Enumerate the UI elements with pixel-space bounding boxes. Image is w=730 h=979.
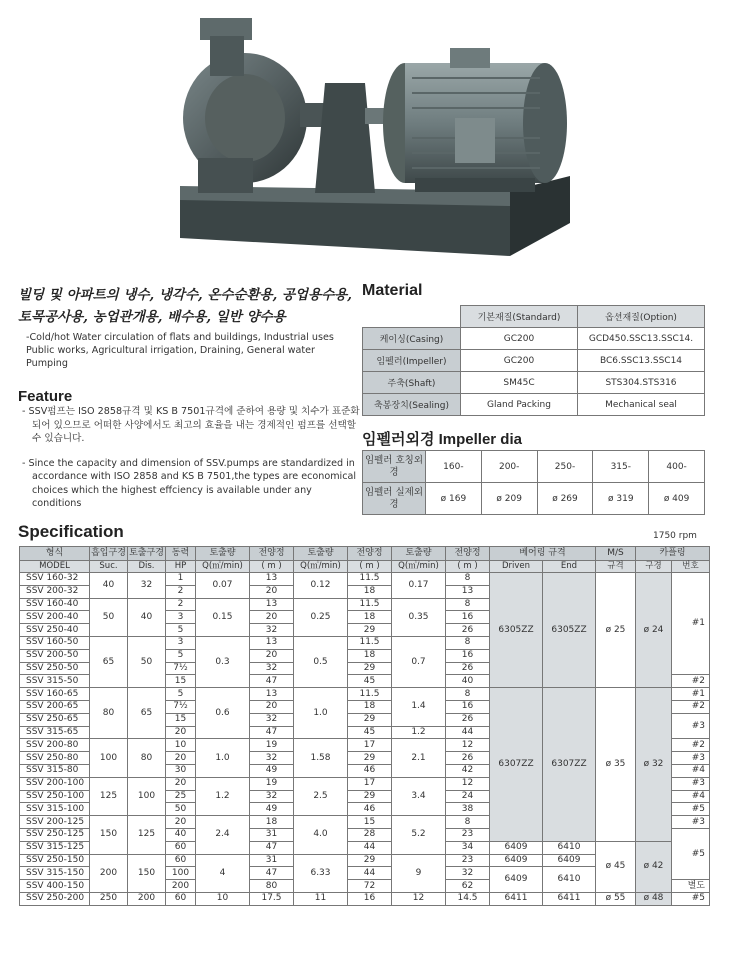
model-cell: SSV 160-40 — [20, 598, 90, 611]
hdr-end: End — [543, 561, 596, 573]
hdr-coup-size: 구경 — [636, 561, 672, 573]
hdr-hp: 동력 — [166, 547, 196, 561]
h3-cell: 8 — [446, 816, 490, 829]
model-cell: SSV 200-125 — [20, 816, 90, 829]
h3-cell: 26 — [446, 662, 490, 675]
h3-cell: 8 — [446, 573, 490, 586]
bearing-driven-cell: 6409 — [490, 854, 543, 867]
coup-size-cell: ø 48 — [636, 892, 672, 905]
q2-cell: 0.25 — [294, 598, 348, 636]
hp-cell: 5 — [166, 649, 196, 662]
model-cell: SSV 160-50 — [20, 636, 90, 649]
hdr-h: 전양정 — [348, 547, 392, 561]
model-cell: SSV 250-50 — [20, 662, 90, 675]
hp-cell: 3 — [166, 636, 196, 649]
h2-cell: 44 — [348, 867, 392, 880]
model-cell: SSV 400-150 — [20, 880, 90, 893]
bearing-driven-cell: 6411 — [490, 892, 543, 905]
coup-no-cell: #3 — [672, 713, 710, 739]
model-cell: SSV 250-150 — [20, 854, 90, 867]
model-cell: SSV 160-65 — [20, 688, 90, 701]
q3-cell: 5.2 — [392, 816, 446, 854]
h1-cell: 19 — [250, 777, 294, 790]
coup-no-cell: 별도 — [672, 880, 710, 893]
h3-cell: 23 — [446, 828, 490, 841]
hdr-ms-en: 규격 — [596, 561, 636, 573]
hdr-q-en: Q(㎥/min) — [294, 561, 348, 573]
material-row-label: 축봉장치(Sealing) — [363, 394, 461, 416]
q2-cell: 0.5 — [294, 636, 348, 687]
material-option: STS304.STS316 — [578, 372, 705, 394]
h2-cell: 29 — [348, 624, 392, 637]
hp-cell: 60 — [166, 892, 196, 905]
model-cell: SSV 250-40 — [20, 624, 90, 637]
material-standard: GC200 — [461, 350, 578, 372]
coup-no-cell: #4 — [672, 764, 710, 777]
model-cell: SSV 200-80 — [20, 739, 90, 752]
h1-cell: 20 — [250, 700, 294, 713]
h3-cell: 12 — [446, 777, 490, 790]
q3-cell: 3.4 — [392, 777, 446, 815]
usage-english: -Cold/hot Water circulation of flats and buildings, Industrial uses Public works, Agricultural irrigation, Draining, General water Pumping — [26, 332, 334, 369]
material-corner — [363, 306, 461, 328]
impeller-nominal: 400- — [649, 451, 705, 483]
material-standard: SM45C — [461, 372, 578, 394]
h2-cell: 44 — [348, 841, 392, 854]
q3-cell: 1.2 — [392, 726, 446, 739]
h3-cell: 26 — [446, 624, 490, 637]
hp-cell: 5 — [166, 688, 196, 701]
model-cell: SSV 160-32 — [20, 573, 90, 586]
suc-cell: 40 — [90, 573, 128, 599]
hp-cell: 15 — [166, 675, 196, 688]
h1-cell: 17.5 — [250, 892, 294, 905]
impeller-nominal: 250- — [537, 451, 593, 483]
coup-no-cell: #3 — [672, 816, 710, 829]
h3-cell: 42 — [446, 764, 490, 777]
bearing-end-cell: 6305ZZ — [543, 573, 596, 688]
hp-cell: 15 — [166, 713, 196, 726]
impeller-nominal: 315- — [593, 451, 649, 483]
hdr-driven: Driven — [490, 561, 543, 573]
hp-cell: 60 — [166, 854, 196, 867]
impeller-actual: ø 209 — [481, 483, 537, 515]
feature-list — [22, 405, 362, 522]
model-cell: SSV 250-65 — [20, 713, 90, 726]
h1-cell: 13 — [250, 636, 294, 649]
q1-cell: 1.0 — [196, 739, 250, 777]
hp-cell: 2 — [166, 598, 196, 611]
ms-cell: ø 35 — [596, 688, 636, 842]
h2-cell: 46 — [348, 803, 392, 816]
q3-cell: 12 — [392, 892, 446, 905]
dis-cell: 65 — [128, 688, 166, 739]
model-cell: SSV 200-65 — [20, 700, 90, 713]
hdr-model-en: MODEL — [20, 561, 90, 573]
coup-no-cell: #4 — [672, 790, 710, 803]
model-cell: SSV 250-200 — [20, 892, 90, 905]
impeller-actual-label: 임펠러 실제외경 — [363, 483, 426, 515]
bearing-end-cell: 6410 — [543, 867, 596, 893]
coup-size-cell: ø 42 — [636, 841, 672, 892]
model-cell: SSV 315-100 — [20, 803, 90, 816]
hp-cell: 25 — [166, 790, 196, 803]
q2-cell: 4.0 — [294, 816, 348, 854]
h2-cell: 11.5 — [348, 573, 392, 586]
h3-cell: 34 — [446, 841, 490, 854]
h3-cell: 38 — [446, 803, 490, 816]
h2-cell: 29 — [348, 752, 392, 765]
coup-no-cell: #2 — [672, 700, 710, 713]
model-cell: SSV 200-100 — [20, 777, 90, 790]
h1-cell: 20 — [250, 611, 294, 624]
hp-cell: 40 — [166, 828, 196, 841]
impeller-nominal-label: 임펠러 호칭외경 — [363, 451, 426, 483]
h3-cell: 32 — [446, 867, 490, 880]
h3-cell: 16 — [446, 611, 490, 624]
dis-cell: 150 — [128, 854, 166, 892]
hdr-suc: 흡입구경 — [90, 547, 128, 561]
h2-cell: 29 — [348, 854, 392, 867]
spec-table — [19, 546, 710, 906]
h3-cell: 24 — [446, 790, 490, 803]
model-cell: SSV 250-80 — [20, 752, 90, 765]
h2-cell: 72 — [348, 880, 392, 893]
q2-cell: 0.12 — [294, 573, 348, 599]
coup-no-cell: #5 — [672, 803, 710, 816]
q3-cell: 0.35 — [392, 598, 446, 636]
hdr-q: 토출량 — [392, 547, 446, 561]
hp-cell: 100 — [166, 867, 196, 880]
impeller-actual: ø 169 — [426, 483, 482, 515]
h3-cell: 44 — [446, 726, 490, 739]
model-cell: SSV 200-40 — [20, 611, 90, 624]
q1-cell: 1.2 — [196, 777, 250, 815]
h3-cell: 14.5 — [446, 892, 490, 905]
material-col-standard: 기본재질(Standard) — [461, 306, 578, 328]
model-cell: SSV 250-100 — [20, 790, 90, 803]
h2-cell: 45 — [348, 675, 392, 688]
model-cell: SSV 315-65 — [20, 726, 90, 739]
h3-cell: 26 — [446, 713, 490, 726]
hdr-q-en: Q(㎥/min) — [196, 561, 250, 573]
rpm-label: 1750 rpm — [653, 531, 697, 541]
suc-cell: 150 — [90, 816, 128, 854]
dis-cell: 200 — [128, 892, 166, 905]
q1-cell: 0.6 — [196, 688, 250, 739]
bearing-end-cell: 6409 — [543, 854, 596, 867]
model-cell: SSV 315-50 — [20, 675, 90, 688]
material-row-label: 임펠러(Impeller) — [363, 350, 461, 372]
dis-cell: 125 — [128, 816, 166, 854]
model-cell: SSV 315-150 — [20, 867, 90, 880]
h2-cell: 29 — [348, 713, 392, 726]
h2-cell: 18 — [348, 649, 392, 662]
material-option: GCD450.SSC13.SSC14. — [578, 328, 705, 350]
dis-cell: 32 — [128, 573, 166, 599]
hp-cell: 200 — [166, 880, 196, 893]
hp-cell: 30 — [166, 764, 196, 777]
impeller-nominal: 200- — [481, 451, 537, 483]
hp-cell: 5 — [166, 624, 196, 637]
dis-cell: 100 — [128, 777, 166, 815]
hdr-q: 토출량 — [196, 547, 250, 561]
material-title: Material — [362, 282, 423, 299]
feature-korean: - SSV펌프는 ISO 2858규격 및 KS B 7501규격에 준하여 용량 및 치수가 표준화되어 있으므로 어떠한 사양에서도 최고의 효율을 내는 경제적인 펌프를 선택할 수 있습니다. — [22, 406, 360, 444]
hdr-dis-en: Dis. — [128, 561, 166, 573]
usage-korean — [18, 284, 368, 328]
bearing-end-cell: 6410 — [543, 841, 596, 854]
h3-cell: 62 — [446, 880, 490, 893]
h1-cell: 20 — [250, 585, 294, 598]
hdr-h-en: ( m ) — [446, 561, 490, 573]
q3-cell: 0.7 — [392, 636, 446, 687]
coup-size-cell: ø 24 — [636, 573, 672, 688]
suc-cell: 50 — [90, 598, 128, 636]
h3-cell: 23 — [446, 854, 490, 867]
hdr-bearing: 베어링 규격 — [490, 547, 596, 561]
ms-cell: ø 25 — [596, 573, 636, 688]
coup-no-cell: #2 — [672, 675, 710, 688]
q3-cell: 2.1 — [392, 739, 446, 777]
hp-cell: 60 — [166, 841, 196, 854]
suc-cell: 65 — [90, 636, 128, 687]
h2-cell: 17 — [348, 777, 392, 790]
usage-korean-line2: 토목공사용, 농업관개용, 배수용, 일반 양수용 — [18, 309, 286, 325]
h3-cell: 16 — [446, 649, 490, 662]
h2-cell: 17 — [348, 739, 392, 752]
h1-cell: 13 — [250, 598, 294, 611]
hp-cell: 20 — [166, 777, 196, 790]
h3-cell: 40 — [446, 675, 490, 688]
material-table — [362, 305, 705, 416]
hdr-h-en: ( m ) — [348, 561, 392, 573]
hp-cell: 7½ — [166, 662, 196, 675]
h3-cell: 8 — [446, 636, 490, 649]
suc-cell: 125 — [90, 777, 128, 815]
coup-no-cell: #1 — [672, 573, 710, 675]
coup-no-cell: #1 — [672, 688, 710, 701]
h1-cell: 47 — [250, 726, 294, 739]
h2-cell: 18 — [348, 700, 392, 713]
hdr-ms: M/S — [596, 547, 636, 561]
h1-cell: 18 — [250, 816, 294, 829]
suc-cell: 200 — [90, 854, 128, 892]
hp-cell: 3 — [166, 611, 196, 624]
material-option: BC6.SSC13.SSC14 — [578, 350, 705, 372]
h1-cell: 32 — [250, 790, 294, 803]
q2-cell: 1.0 — [294, 688, 348, 739]
bearing-driven-cell: 6409 — [490, 841, 543, 854]
bearing-driven-cell: 6409 — [490, 867, 543, 893]
bearing-driven-cell: 6305ZZ — [490, 573, 543, 688]
h1-cell: 19 — [250, 739, 294, 752]
h2-cell: 18 — [348, 585, 392, 598]
q1-cell: 0.3 — [196, 636, 250, 687]
ms-cell: ø 45 — [596, 841, 636, 892]
impeller-actual: ø 319 — [593, 483, 649, 515]
h2-cell: 46 — [348, 764, 392, 777]
q2-cell: 6.33 — [294, 854, 348, 892]
h1-cell: 32 — [250, 752, 294, 765]
suc-cell: 80 — [90, 688, 128, 739]
h1-cell: 32 — [250, 624, 294, 637]
feature-english: - Since the capacity and dimension of SSV.pumps are standardized in accordance with ISO 2858 and KS B 7501,the types are economical choices which the highest effciency is available under any conditions — [22, 457, 357, 509]
h1-cell: 47 — [250, 867, 294, 880]
hdr-hp-en: HP — [166, 561, 196, 573]
q1-cell: 0.07 — [196, 573, 250, 599]
hp-cell: 10 — [166, 739, 196, 752]
h1-cell: 47 — [250, 675, 294, 688]
dis-cell: 40 — [128, 598, 166, 636]
pump-photo — [150, 8, 600, 263]
coup-no-cell: #5 — [672, 892, 710, 905]
h1-cell: 80 — [250, 880, 294, 893]
hp-cell: 20 — [166, 752, 196, 765]
hdr-suc-en: Suc. — [90, 561, 128, 573]
hdr-coup-no: 번호 — [672, 561, 710, 573]
model-cell: SSV 315-80 — [20, 764, 90, 777]
h1-cell: 20 — [250, 649, 294, 662]
model-cell: SSV 250-125 — [20, 828, 90, 841]
bearing-end-cell: 6411 — [543, 892, 596, 905]
hp-cell: 1 — [166, 573, 196, 586]
impeller-actual: ø 269 — [537, 483, 593, 515]
h1-cell: 13 — [250, 688, 294, 701]
material-col-option: 옵션재질(Option) — [578, 306, 705, 328]
material-row-label: 케이싱(Casing) — [363, 328, 461, 350]
h1-cell: 49 — [250, 803, 294, 816]
suc-cell: 250 — [90, 892, 128, 905]
h2-cell: 18 — [348, 611, 392, 624]
suc-cell: 100 — [90, 739, 128, 777]
h1-cell: 31 — [250, 828, 294, 841]
h3-cell: 26 — [446, 752, 490, 765]
q2-cell: 2.5 — [294, 777, 348, 815]
hdr-dis: 토출구경 — [128, 547, 166, 561]
feature-title: Feature — [18, 388, 73, 405]
h1-cell: 32 — [250, 662, 294, 675]
coup-no-cell: #2 — [672, 739, 710, 752]
hp-cell: 2 — [166, 585, 196, 598]
hp-cell: 50 — [166, 803, 196, 816]
model-cell: SSV 315-125 — [20, 841, 90, 854]
q1-cell: 4 — [196, 854, 250, 892]
h2-cell: 11.5 — [348, 598, 392, 611]
h3-cell: 8 — [446, 598, 490, 611]
hdr-q: 토출량 — [294, 547, 348, 561]
h3-cell: 12 — [446, 739, 490, 752]
h1-cell: 31 — [250, 854, 294, 867]
h3-cell: 13 — [446, 585, 490, 598]
hdr-coupling: 카플링 — [636, 547, 710, 561]
h2-cell: 28 — [348, 828, 392, 841]
q2-cell: 11 — [294, 892, 348, 905]
impeller-title: 임펠러외경 Impeller dia — [362, 431, 522, 448]
ms-cell: ø 55 — [596, 892, 636, 905]
h1-cell: 13 — [250, 573, 294, 586]
q1-cell: 2.4 — [196, 816, 250, 854]
hdr-model: 형식 — [20, 547, 90, 561]
coup-no-cell: #3 — [672, 752, 710, 765]
spec-title: Specification — [18, 522, 124, 541]
h2-cell: 15 — [348, 816, 392, 829]
coup-no-cell: #3 — [672, 777, 710, 790]
hdr-q-en: Q(㎥/min) — [392, 561, 446, 573]
impeller-actual: ø 409 — [649, 483, 705, 515]
material-option: Mechanical seal — [578, 394, 705, 416]
h3-cell: 8 — [446, 688, 490, 701]
q3-cell: 9 — [392, 854, 446, 892]
h2-cell: 29 — [348, 662, 392, 675]
hdr-h-en: ( m ) — [250, 561, 294, 573]
material-row-label: 주축(Shaft) — [363, 372, 461, 394]
q3-cell: 0.17 — [392, 573, 446, 599]
coup-no-cell: #5 — [672, 828, 710, 879]
impeller-nominal: 160- — [426, 451, 482, 483]
h1-cell: 49 — [250, 764, 294, 777]
dis-cell: 80 — [128, 739, 166, 777]
h1-cell: 32 — [250, 713, 294, 726]
hdr-h: 전양정 — [250, 547, 294, 561]
bearing-end-cell: 6307ZZ — [543, 688, 596, 842]
h2-cell: 16 — [348, 892, 392, 905]
q1-cell: 0.15 — [196, 598, 250, 636]
bearing-driven-cell: 6307ZZ — [490, 688, 543, 842]
h2-cell: 11.5 — [348, 688, 392, 701]
h2-cell: 29 — [348, 790, 392, 803]
hp-cell: 20 — [166, 726, 196, 739]
q3-cell: 1.4 — [392, 688, 446, 726]
hp-cell: 7½ — [166, 700, 196, 713]
material-standard: Gland Packing — [461, 394, 578, 416]
model-cell: SSV 200-32 — [20, 585, 90, 598]
h2-cell: 11.5 — [348, 636, 392, 649]
material-standard: GC200 — [461, 328, 578, 350]
q1-cell: 10 — [196, 892, 250, 905]
h3-cell: 16 — [446, 700, 490, 713]
dis-cell: 50 — [128, 636, 166, 687]
h2-cell: 45 — [348, 726, 392, 739]
hp-cell: 20 — [166, 816, 196, 829]
usage-korean-line1: 빌딩 및 아파트의 냉수, 냉각수, 온수순환용, 공업용수용, — [18, 287, 352, 303]
q2-cell: 1.58 — [294, 739, 348, 777]
hdr-h: 전양정 — [446, 547, 490, 561]
model-cell: SSV 200-50 — [20, 649, 90, 662]
coup-size-cell: ø 32 — [636, 688, 672, 842]
impeller-table — [362, 450, 705, 515]
h1-cell: 47 — [250, 841, 294, 854]
